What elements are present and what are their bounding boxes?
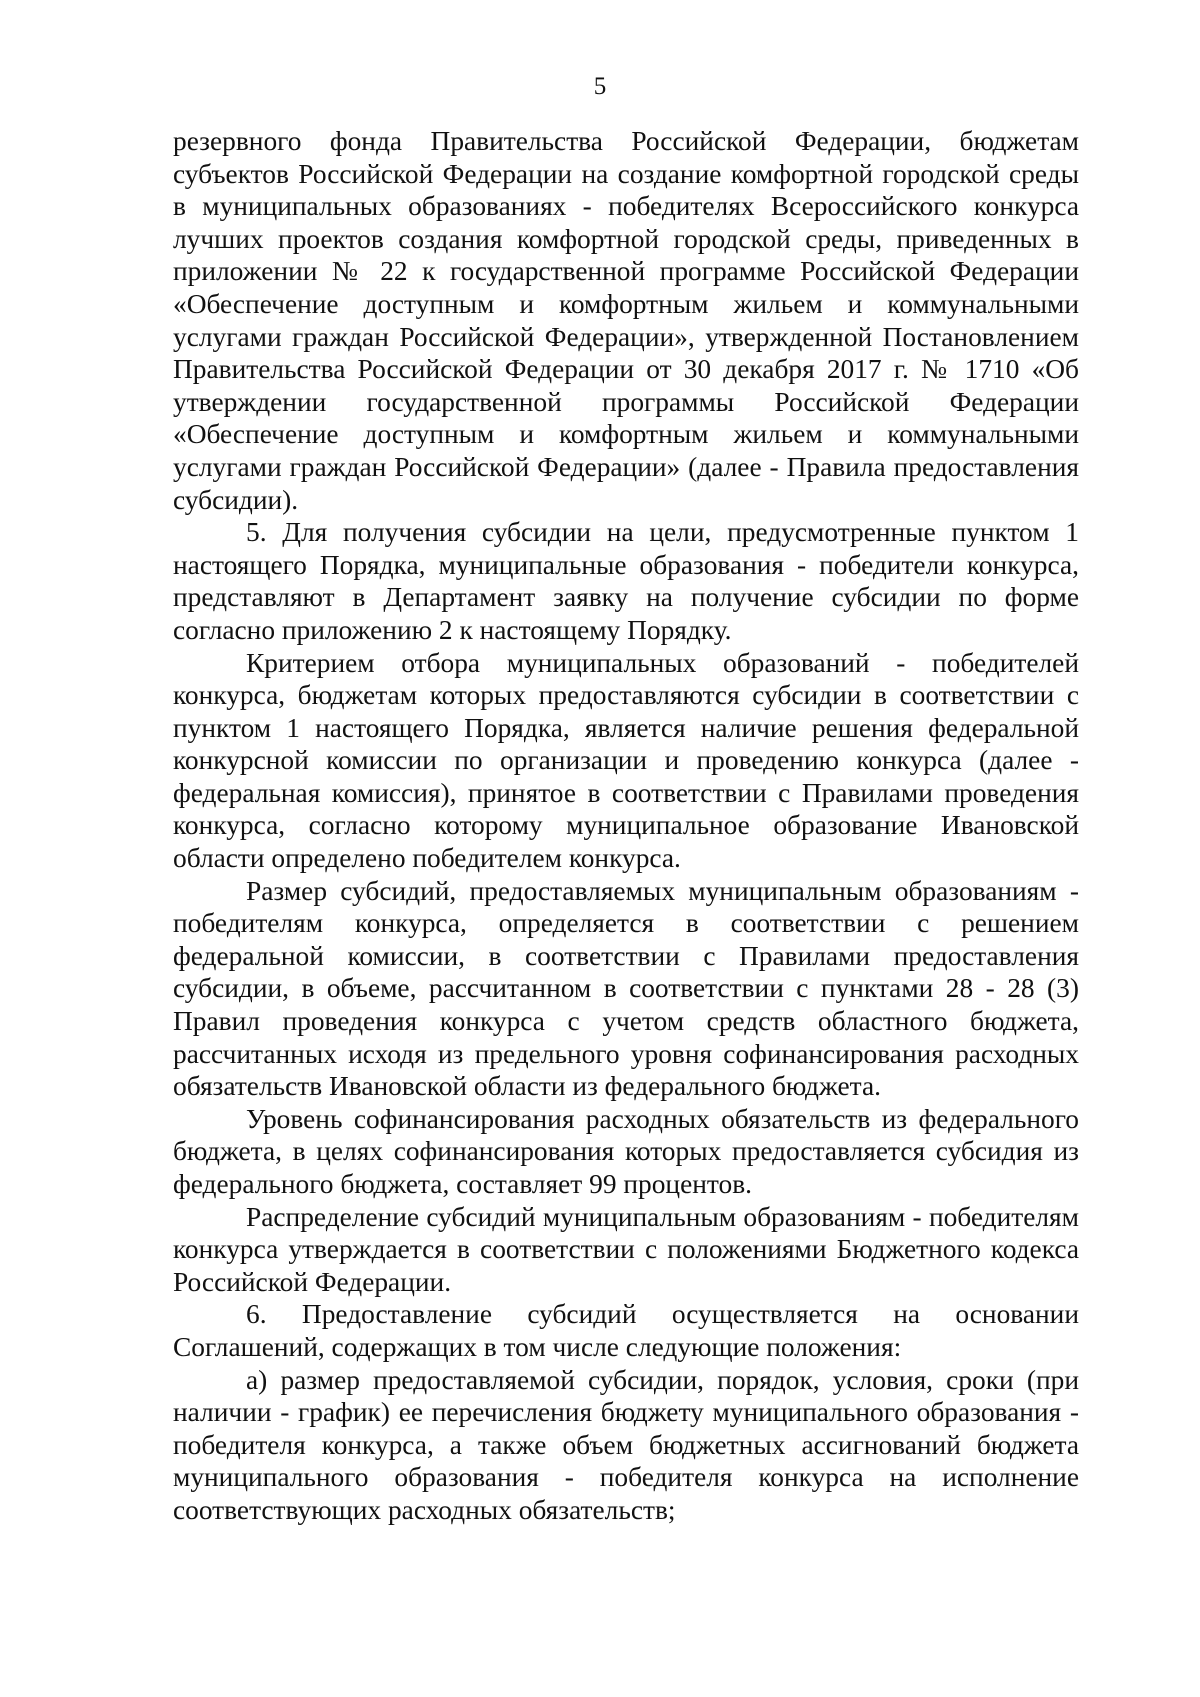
paragraph-continuation: резервного фонда Правительства Российской Федерации, бюджетам субъектов Российской Федерации на создание комфортной городской среды в муниципальных образованиях - победителях Всероссийского конкурса лучших проектов создания комфортной городской среды, приведенных в приложении № 22 к государственной программе Российской Федерации «Обеспечение доступным и комфортным жильем и коммунальными услугами граждан Российской Федерации», утвержденной Постановлением Правительства Российской Федерации от 30 декабря 2017 г. № 1710 «Об утверждении государственной программы Российской Федерации «Обеспечение доступным и комфортным жильем и коммунальными услугами граждан Российской Федерации» (далее - Правила предоставления субсидии). <box>173 126 1079 515</box>
document-body <box>173 125 1079 1527</box>
paragraph-distribution: Распределение субсидий муниципальным образованиям - победителям конкурса утверждается в соответствии с положениями Бюджетного кодекса Российской Федерации. <box>173 1201 1079 1297</box>
paragraph-selection-criterion: Критерием отбора муниципальных образований - победителей конкурса, бюджетам которых предоставляются субсидии в соответствии с пунктом 1 настоящего Порядка, является наличие решения федеральной конкурсной комиссии по организации и проведению конкурса (далее - федеральная комиссия), принятое в соответствии с Правилами проведения конкурса, согласно которому муниципальное образование Ивановской области определено победителем конкурса. <box>173 647 1079 874</box>
paragraph-item-5: 5. Для получения субсидии на цели, предусмотренные пунктом 1 настоящего Порядка, муниципальные образования - победители конкурса, представляют в Департамент заявку на получение субсидии по форме согласно приложению 2 к настоящему Порядку. <box>173 517 1079 645</box>
paragraph-subsidy-size: Размер субсидий, предоставляемых муниципальным образованиям - победителям конкурса, определяется в соответствии с решением федеральной комиссии, в соответствии с Правилами предоставления субсидии, в объеме, рассчитанном в соответствии с пунктами 28 - 28 (3) Правил проведения конкурса с учетом средств областного бюджета, рассчитанных исходя из предельного уровня софинансирования расходных обязательств Ивановской области из федерального бюджета. <box>173 875 1079 1102</box>
page-number: 5 <box>593 73 607 100</box>
paragraph-item-6: 6. Предоставление субсидий осуществляется на основании Соглашений, содержащих в том числе следующие положения: <box>173 1299 1079 1362</box>
paragraph-subitem-a: а) размер предоставляемой субсидии, порядок, условия, сроки (при наличии - график) ее перечисления бюджету муниципального образования - победителя конкурса, а также объем бюджетных ассигнований бюджета муниципального образования - победителя конкурса на исполнение соответствующих расходных обязательств; <box>173 1364 1079 1525</box>
paragraph-cofinancing-level: Уровень софинансирования расходных обязательств из федерального бюджета, в целях софинансирования которых предоставляется субсидия из федерального бюджета, составляет 99 процентов. <box>173 1103 1079 1199</box>
